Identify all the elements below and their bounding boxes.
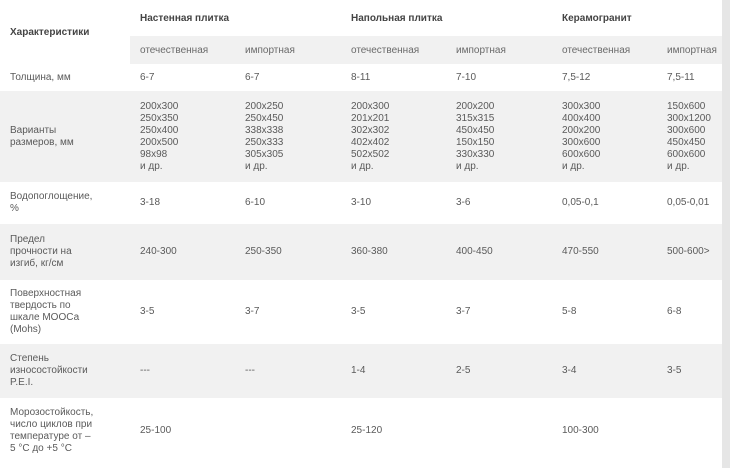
group-header-floor-tile: Напольная плитка xyxy=(351,12,443,24)
table-cell: 7,5-12 xyxy=(562,71,591,83)
table-cell: 5-8 xyxy=(562,306,577,317)
table-cell: 360-380 xyxy=(341,224,456,280)
table-cell: 3-6 xyxy=(456,197,471,208)
table-cell: 3-7 xyxy=(245,306,260,317)
row-label: Степень износостойкости P.E.I. xyxy=(0,344,130,398)
table-cell: 150x600 300x1200 300x600 450x450 600x600 и др. xyxy=(667,91,730,182)
subheader-domestic: отечественная xyxy=(341,36,456,64)
table-cell: 500-600> xyxy=(667,224,730,280)
subheader-imported: импортная xyxy=(456,36,552,64)
row-label: Варианты размеров, мм xyxy=(0,91,130,182)
table-cell: 6-10 xyxy=(245,197,266,208)
table-cell: --- xyxy=(245,344,341,398)
group-header-porcelain: Керамогранит xyxy=(562,12,632,24)
table-row xyxy=(0,91,730,182)
table-cell xyxy=(667,398,730,464)
table-cell: 7,5-11 xyxy=(667,71,695,83)
table-cell: 2-5 xyxy=(456,344,552,398)
table-row xyxy=(0,64,730,91)
table-cell: 200x300 250x350 250x400 200x500 98x98 и др. xyxy=(130,91,245,182)
table-cell: --- xyxy=(130,344,245,398)
table-cell: 200x250 250x450 338x338 250x333 305x305 и др. xyxy=(245,91,341,182)
subheader-domestic: отечественная xyxy=(130,36,245,64)
table-cell: 6-7 xyxy=(245,71,260,83)
table-cell: 3-10 xyxy=(351,197,372,208)
table-cell: 240-300 xyxy=(130,224,245,280)
table-cell: 3-18 xyxy=(140,197,161,208)
table-cell: 3-5 xyxy=(140,306,155,317)
table-cell: 250-350 xyxy=(245,224,341,280)
table-cell: 0,05-0,1 xyxy=(562,197,599,208)
table-row xyxy=(0,344,730,398)
table-cell: 8-11 xyxy=(351,71,371,83)
row-label: Поверхностная твердость по шкале МООСа (Mohs) xyxy=(10,288,82,335)
subheader-imported: импортная xyxy=(667,36,730,64)
table-row xyxy=(0,224,730,280)
table-cell: 100-300 xyxy=(562,425,599,436)
scrollbar-track[interactable] xyxy=(722,0,730,468)
table-cell: 3-5 xyxy=(351,306,366,317)
table-cell: 1-4 xyxy=(341,344,456,398)
table-cell: 6-7 xyxy=(140,71,155,83)
row-label: Морозостойкость, число циклов при температуре от – 5 °C до +5 °C xyxy=(10,407,94,454)
table-cell: 3-7 xyxy=(456,306,471,317)
table-cell: 200x200 315x315 450x450 150x150 330x330 и др. xyxy=(456,91,552,182)
group-header-wall-tile: Настенная плитка xyxy=(140,12,230,24)
subheader-domestic: отечественная xyxy=(552,36,667,64)
row-label: Толщина, мм xyxy=(10,71,71,83)
table-cell: 3-5 xyxy=(667,344,730,398)
table-cell: 470-550 xyxy=(552,224,667,280)
table-row xyxy=(0,280,730,344)
group-header-row xyxy=(0,0,730,36)
table-cell: 7-10 xyxy=(456,71,477,83)
table-cell: 200x300 201x201 302x302 402x402 502x502 и др. xyxy=(341,91,456,182)
table-cell: 0,05-0,01 xyxy=(667,197,710,208)
table-cell xyxy=(456,398,552,464)
table-cell: 25-120 xyxy=(351,425,383,436)
characteristics-header: Характеристики xyxy=(10,26,90,38)
table-cell: 400-450 xyxy=(456,224,552,280)
table-cell: 6-8 xyxy=(667,306,682,317)
table-cell: 25-100 xyxy=(140,425,172,436)
table-cell xyxy=(245,398,341,464)
table-row xyxy=(0,182,730,224)
row-label: Водопоглощение, % xyxy=(10,191,93,214)
table-row xyxy=(0,398,730,464)
table-cell: 300x300 400x400 200x200 300x600 600x600 и др. xyxy=(552,91,667,182)
row-label: Предел прочности на изгиб, кг/см xyxy=(0,224,130,280)
table-cell: 3-4 xyxy=(552,344,667,398)
subheader-imported: импортная xyxy=(245,36,341,64)
